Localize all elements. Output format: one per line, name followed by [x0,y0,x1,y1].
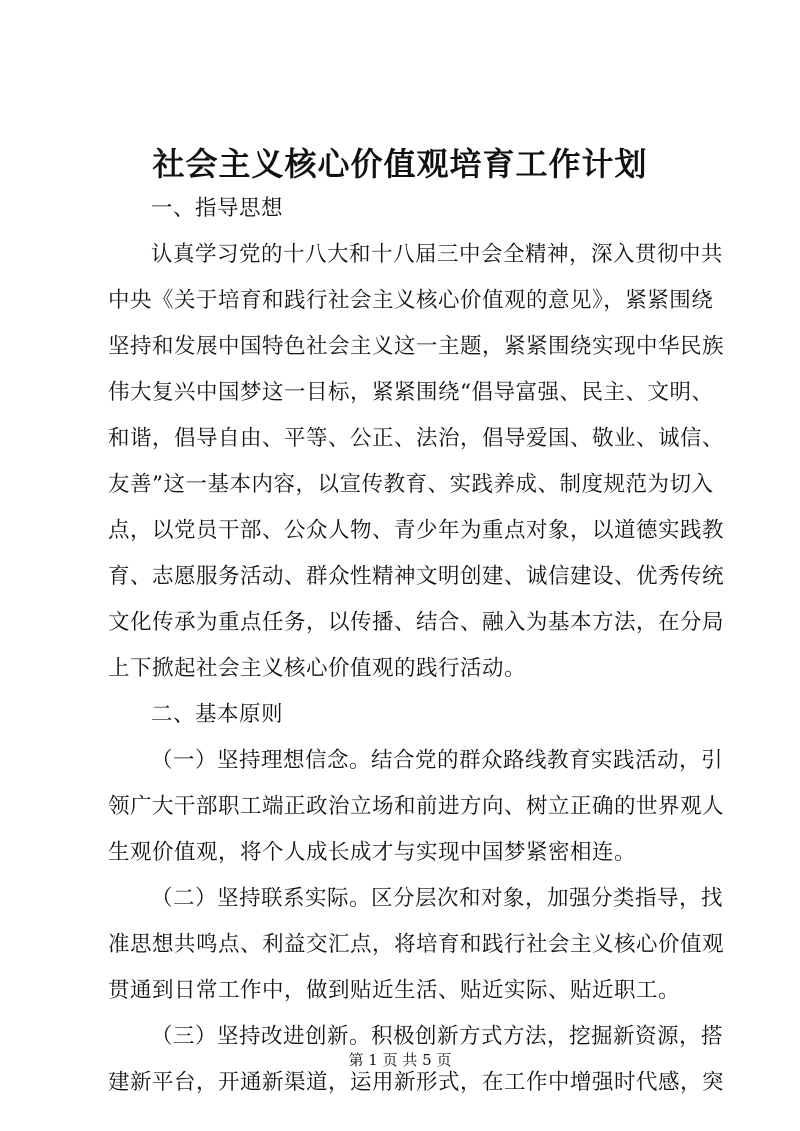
paragraph-line: （三）坚持改进创新。积极创新方式方法，挖掘新资源，搭 [151,1024,724,1049]
paragraph-line: 点，以党员干部、公众人物、青少年为重点对象，以道德实践教 [108,518,725,543]
paragraph-principle-1 [108,738,725,876]
paragraph-line: 伟大复兴中国梦这一目标，紧紧围绕“倡导富强、民主、文明、 [108,380,714,405]
paragraph-line: 领广大干部职工端正政治立场和前进方向、树立正确的世界观人 [108,794,725,819]
document-body [108,186,725,1106]
paragraph-line: （二）坚持联系实际。区分层次和对象，加强分类指导，找 [151,886,724,911]
paragraph-line: 和谐，倡导自由、平等、公正、法治，倡导爱国、敬业、诚信、 [108,426,725,451]
paragraph-line: 建新平台，开通新渠道，运用新形式，在工作中增强时代感，突 [108,1070,725,1095]
paragraph-line: 生观价值观，将个人成长成才与实现中国梦紧密相连。 [108,840,637,865]
paragraph-line: 坚持和发展中国特色社会主义这一主题，紧紧围绕实现中华民族 [108,334,725,359]
section-heading-guiding-thought: 一、指导思想 [151,196,284,221]
paragraph-line: 准思想共鸣点、利益交汇点，将培育和践行社会主义核心价值观 [108,932,725,957]
paragraph-line: 友善”这一基本内容，以宣传教育、实践养成、制度规范为切入 [108,472,714,497]
paragraph-line: 文化传承为重点任务，以传播、结合、融入为基本方法，在分局 [108,610,725,635]
paragraph-line: 育、志愿服务活动、群众性精神文明创建、诚信建设、优秀传统 [108,564,725,589]
page-number-footer: 第 1 页 共 5 页 [348,1051,452,1069]
paragraph-line: 中央《关于培育和践行社会主义核心价值观的意见》，紧紧围绕 [108,288,714,313]
paragraph-line: 认真学习党的十八大和十八届三中会全精神，深入贯彻中共 [151,242,724,267]
section-heading-basic-principles: 二、基本原则 [151,702,284,727]
paragraph-line: 上下掀起社会主义核心价值观的践行活动。 [108,656,527,681]
paragraph-line: 贯通到日常工作中，做到贴近生活、贴近实际、贴近职工。 [108,978,681,1003]
document-title: 社会主义核心价值观培育工作计划 [152,145,648,183]
paragraph-line: （一）坚持理想信念。结合党的群众路线教育实践活动，引 [151,748,724,773]
paragraph-guiding-thought [108,232,725,692]
paragraph-principle-2 [108,876,725,1014]
